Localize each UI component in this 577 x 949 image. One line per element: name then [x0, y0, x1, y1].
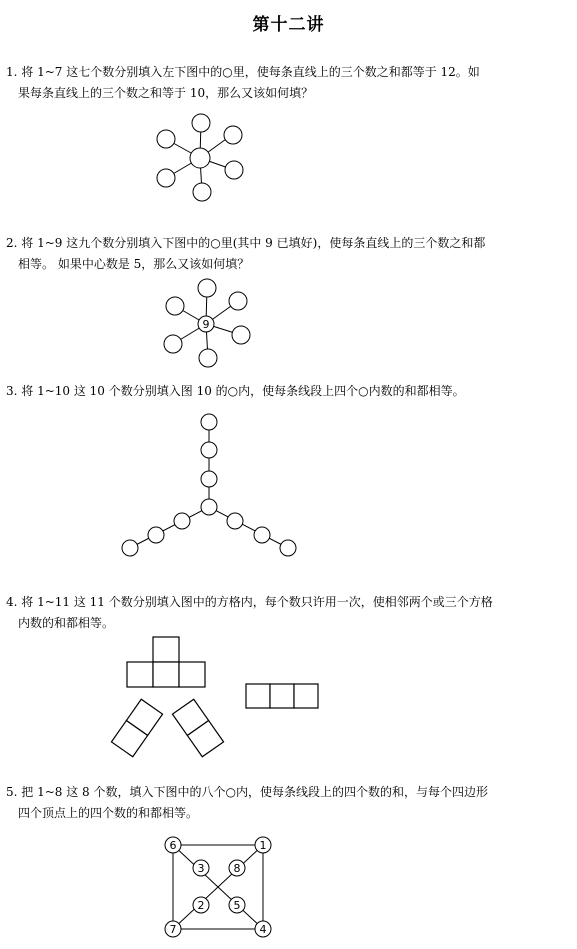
figure-5-square: [0, 835, 577, 945]
figure-2-center-number: 9: [202, 318, 210, 331]
problem-5-line-1: 5. 把 1~8 这 8 个数，填入下图中的八个○内，使每条线段上的四个数的和，与每个四边形: [6, 785, 488, 799]
figure-1-star: [0, 110, 577, 210]
figure-4-grids: [0, 636, 577, 756]
fig5-bottom-left: 7: [169, 923, 177, 936]
problem-2-text: [6, 233, 572, 275]
figure-2-star: [0, 278, 577, 373]
fig5-bottom-right: 4: [259, 923, 267, 936]
fig5-top-left: 6: [169, 839, 177, 852]
fig5-inner-bottom-right: 5: [233, 899, 241, 912]
problem-3-text: [6, 381, 572, 402]
fig5-inner-bottom-left: 2: [197, 899, 205, 912]
fig5-inner-top-left: 3: [197, 862, 205, 875]
problem-5-line-2: 四个顶点上的四个数的和都相等。: [18, 806, 199, 820]
problem-1-line-2: 果每条直线上的三个数之和等于 10，那么又该如何填？: [18, 86, 314, 100]
problem-4-line-1: 4. 将 1~11 这 11 个数分别填入图中的方格内，每个数只许用一次，使相邻两个或三个方格: [6, 595, 493, 609]
fig5-top-right: 1: [259, 839, 267, 852]
fig5-inner-top-right: 8: [233, 862, 241, 875]
figure-3-tripod: [0, 405, 577, 565]
problem-2-line-1: 2. 将 1~9 这九个数分别填入下图中的○里(其中 9 已填好)，使每条直线上的三个数之和都: [6, 236, 486, 250]
problem-1-line-1: 1. 将 1~7 这七个数分别填入左下图中的○里，使每条直线上的三个数之和都等于 12。如: [6, 65, 480, 79]
problem-3-line-1: 3. 将 1~10 这 10 个数分别填入图 10 的○内，使每条线段上四个○内数的和都相等。: [6, 384, 465, 398]
problem-2-line-2: 相等。 如果中心数是 5，那么又该如何填？: [18, 257, 250, 271]
problem-1-text: [6, 62, 572, 104]
page-title: 第十二讲: [252, 15, 325, 35]
problem-4-text: [6, 592, 572, 634]
problem-4-line-2: 内数的和都相等。: [18, 616, 115, 630]
problem-5-text: [6, 782, 572, 824]
